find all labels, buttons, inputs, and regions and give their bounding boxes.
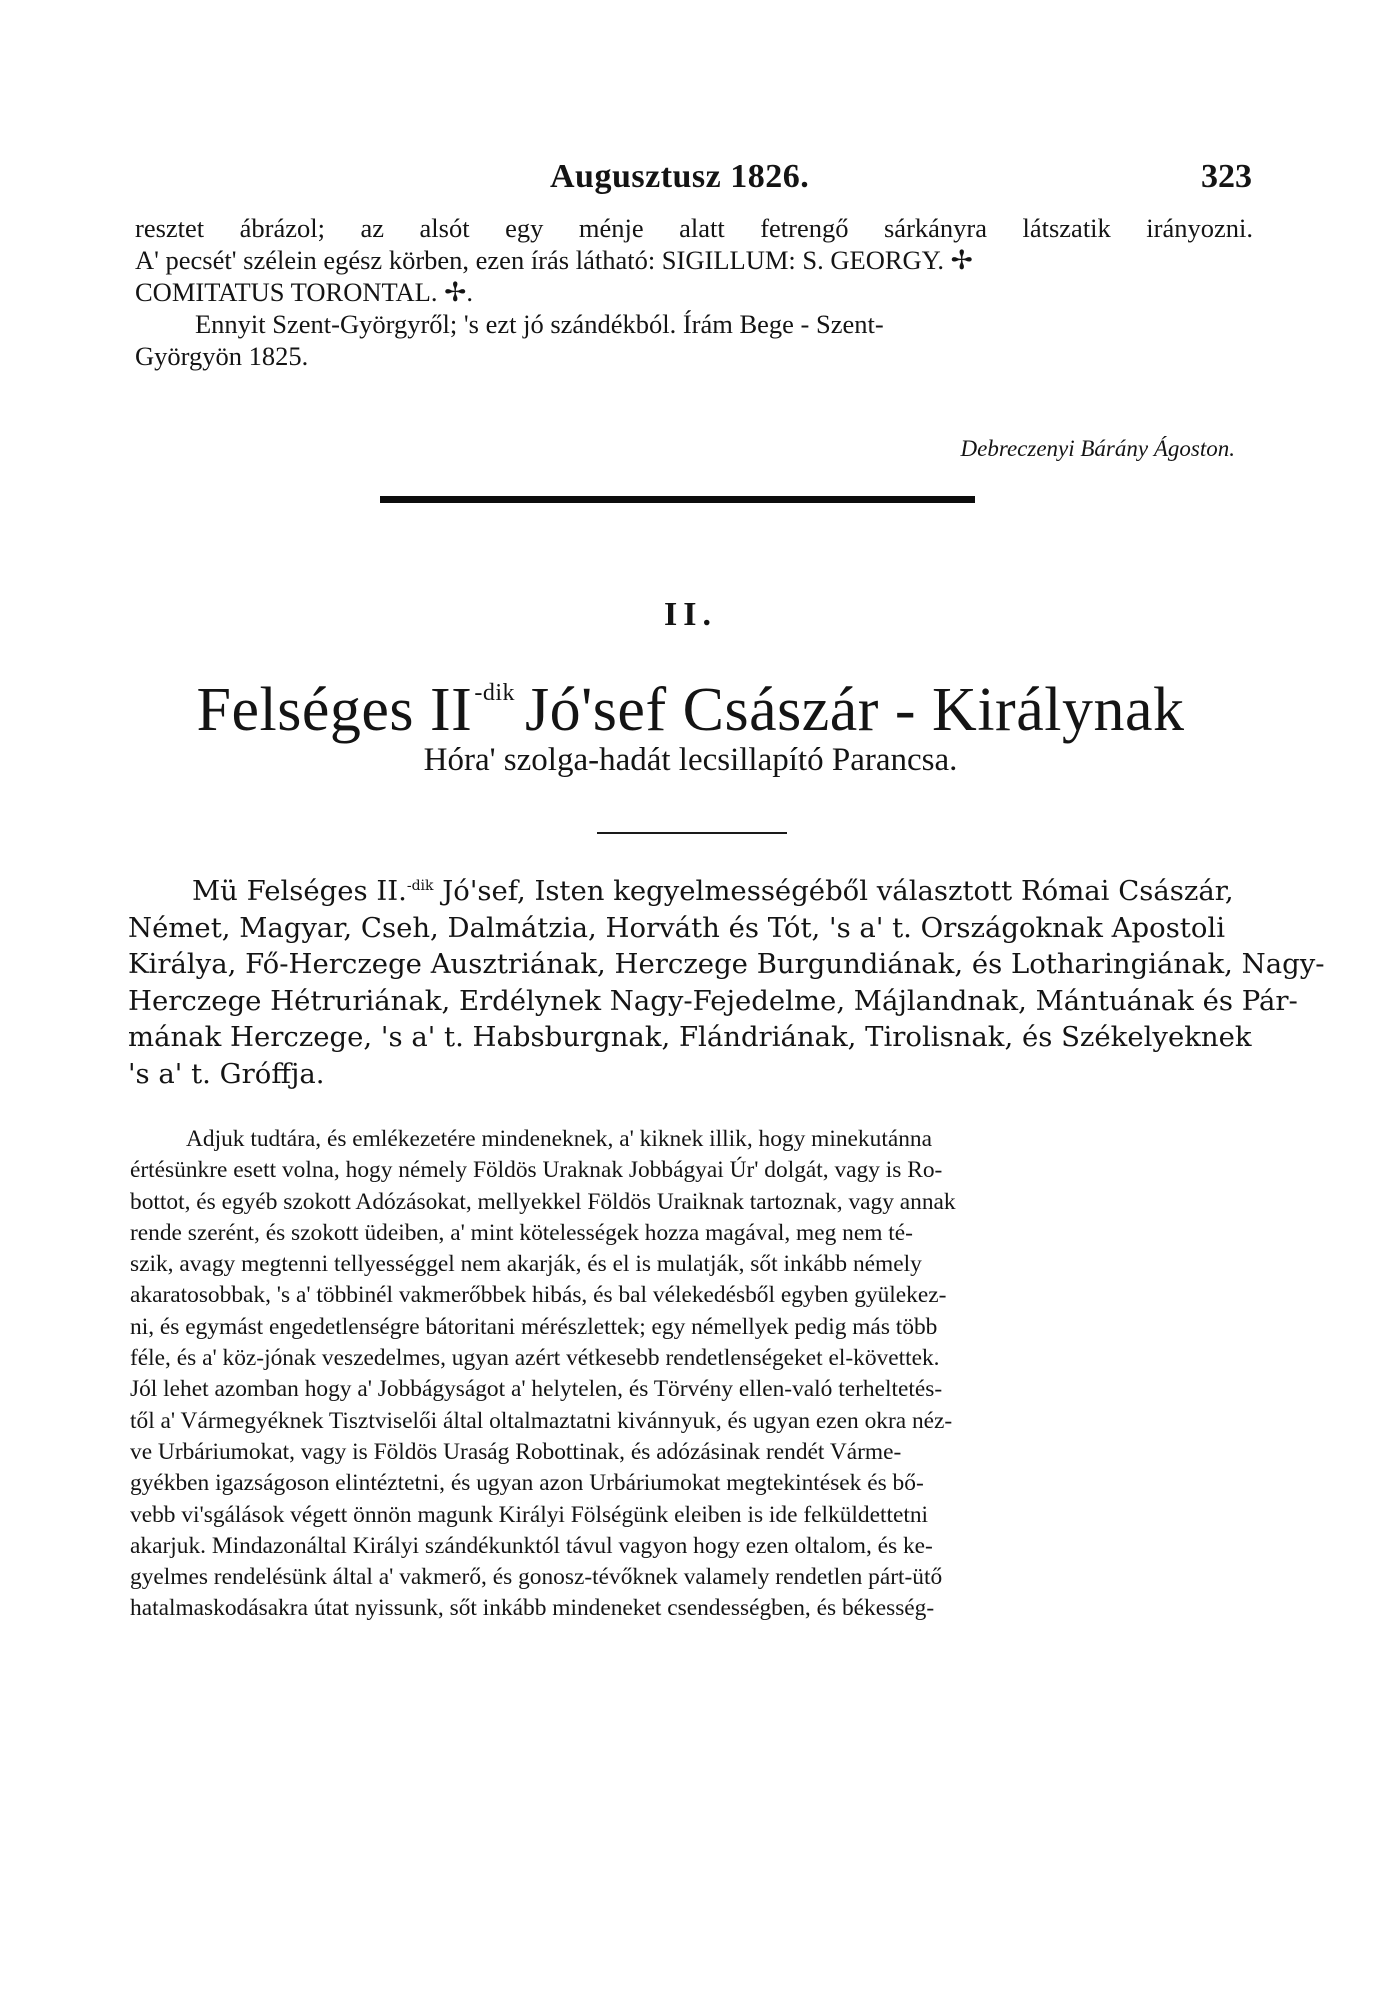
title-rule (597, 832, 787, 834)
text-line: féle, és a' köz-jónak veszedelmes, ugyan azért vétkesebb rendetlenségeket el-követtek. (130, 1345, 940, 1372)
section-number: II. (664, 596, 717, 633)
text-line: A' pecsét' szélein egész körben, ezen írás látható: SIGILLUM: S. GEORGY. ✢ (135, 245, 973, 275)
text-line (128, 868, 1258, 910)
text-line: gyékben igazságoson elintéztetni, és ugyan azon Urbáriumokat megtekintések és bő- (130, 1470, 924, 1497)
text-line: Jól lehet azomban hogy a' Jobbágyságot a' helytelen, és Törvény ellen-való terheltetés- (130, 1376, 943, 1403)
text-line: mának Herczege, 's a' t. Habsburgnak, Flándriának, Tirolisnak, és Székelyeknek (128, 1021, 1252, 1053)
header-month: Augusztusz 1826. (550, 158, 810, 195)
text-line: resztet ábrázol; az alsót egy ménje alatt fetrengő sárkányra látszatik irányozni. (135, 213, 1253, 243)
continued-text-block (135, 212, 1253, 372)
text-line: akarjuk. Mindazonáltal Királyi szándékunktól távul vagyon hogy ezen oltalom, és ke- (130, 1532, 933, 1559)
section-divider (380, 496, 975, 503)
text-line: től a' Vármegyéknek Tisztviselői által oltalmaztatni kivánnyuk, és ugyan ezen okra néz- (130, 1407, 953, 1434)
running-header (140, 158, 1260, 208)
royal-titulary (128, 868, 1325, 1092)
text-line: vebb vi'sgálások végett önnön magunk Királyi Fölségünk eleiben is ide felküldettetni (130, 1501, 929, 1528)
article-subtitle: Hóra' szolga-hadát lecsillapító Parancsa. (423, 742, 958, 778)
title-part-1: Felséges II (196, 676, 473, 744)
text-line: szik, avagy megtenni tellyességgel nem akarják, és el is mulatják, sőt inkább némely (130, 1251, 922, 1278)
titulary-start: Mü Felséges II. (192, 875, 407, 907)
title-part-2: Jó'sef Császár - Királynak (525, 676, 1185, 744)
text-line: Herczege Hétruriának, Erdélynek Nagy-Fejedelme, Májlandnak, Mántuának és Pár- (128, 984, 1298, 1017)
text-line: akaratosobbak, 's a' többinél vakmerőbbek hibás, és bal vélekedésből egyben gyülekez- (130, 1282, 947, 1309)
text-line: Adjuk tudtára, és emlékezetére mindeneknek, a' kiknek illik, hogy minekutánna (186, 1126, 932, 1152)
decree-body (130, 1124, 1260, 1625)
text-line: Ennyit Szent-Györgyről; 's ezt jó szándékból. Írám Bege - Szent- (195, 309, 884, 339)
text-line: ve Urbáriumokat, vagy is Földös Uraság Robottinak, és adózásinak rendét Várme- (130, 1438, 902, 1465)
text-line: értésünkre esett volna, hogy némely Földös Uraknak Jobbágyai Úr' dolgát, vagy is Ro- (130, 1157, 943, 1184)
text-line: gyelmes rendelésünk által a' vakmerő, és gonosz-tévőknek valamely rendetlen párt-ütő (130, 1564, 943, 1591)
text-line: hatalmaskodásakra útat nyissunk, sőt inkább mindeneket csendességben, és békesség- (130, 1595, 935, 1622)
page-number: 323 (1201, 158, 1252, 195)
article-title (0, 658, 1381, 745)
text-line: Királya, Fő-Herczege Ausztriának, Herczege Burgundiának, és Lotharingiának, Nagy- (128, 948, 1325, 980)
text-line: ni, és egymást engedetlenségre bátoritani mérészlettek; egy némellyek pedig más több (130, 1313, 938, 1340)
text-line: 's a' t. Gróffja. (128, 1057, 325, 1090)
titulary-superscript: -dik (406, 878, 434, 894)
text-line: rende szerént, és szokott üdeiben, a' mint kötelességek hozza magával, meg nem té- (130, 1219, 913, 1246)
titulary-rest: Jó'sef, Isten kegyelmességéből választott Római Császár, (433, 875, 1234, 907)
text-line: COMITATUS TORONTAL. ✢. (135, 277, 473, 307)
text-line: Német, Magyar, Cseh, Dalmátzia, Horváth és Tót, 's a' t. Országoknak Apostoli (128, 911, 1226, 944)
text-line: Györgyön 1825. (135, 341, 309, 371)
author-signature: Debreczenyi Bárány Ágoston. (960, 436, 1235, 461)
title-superscript: -dik (474, 680, 515, 706)
text-line: bottot, és egyéb szokott Adózásokat, mellyekkel Földös Uraiknak tartoznak, vagy annak (130, 1188, 956, 1215)
